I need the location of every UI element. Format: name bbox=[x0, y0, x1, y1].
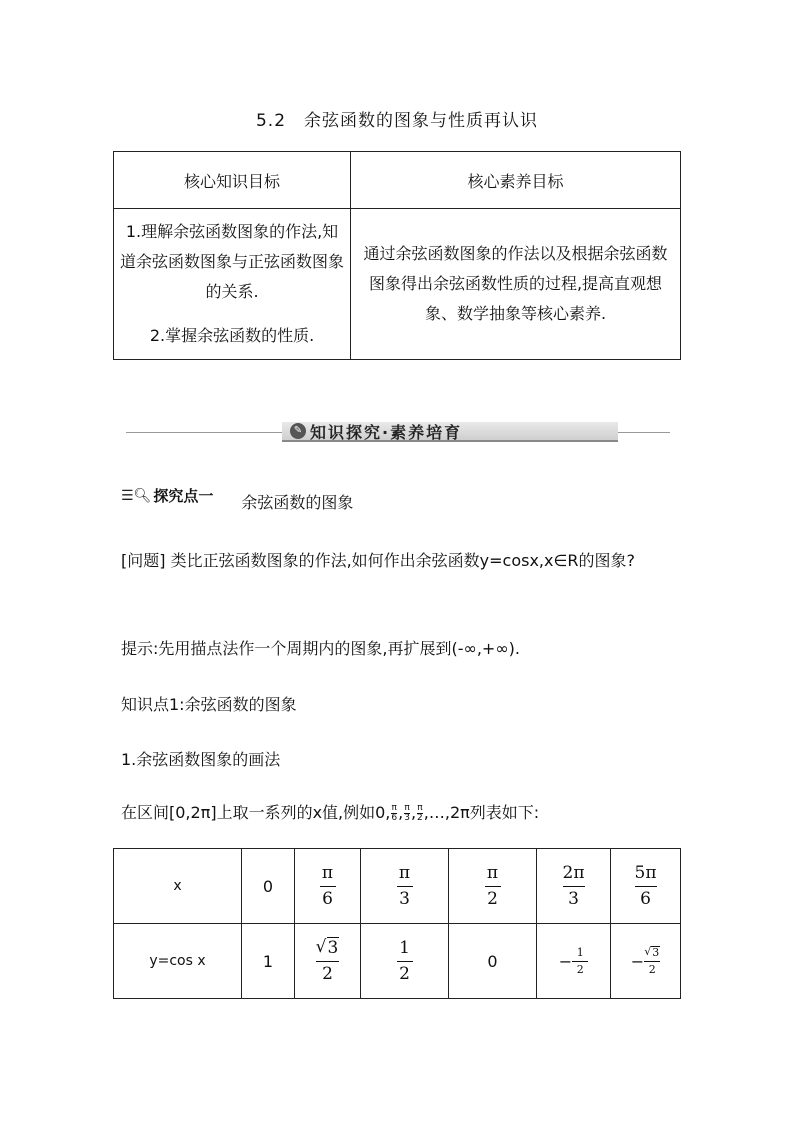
banner-box bbox=[282, 422, 618, 442]
inline-fraction: $\frac{\pi}{6}$ bbox=[391, 803, 398, 823]
hint-paragraph: 提示:先用描点法作一个周期内的图象,再扩展到(-∞,+∞). bbox=[121, 639, 520, 658]
y-value-cell: √ 3 2 bbox=[295, 924, 361, 999]
explore-point-label: 探究点一 bbox=[153, 487, 214, 505]
interval-text-after: ,…,2π列表如下: bbox=[423, 803, 540, 822]
magnifier-icon: ☰🔍︎ bbox=[121, 487, 152, 504]
y-value-cell: − $\frac{1}{2}$ bbox=[537, 924, 611, 999]
explore-point-heading bbox=[121, 484, 354, 512]
cos-values-table bbox=[113, 848, 681, 999]
knowledge-point-heading: 知识点1:余弦函数的图象 bbox=[121, 695, 297, 714]
y-value-cell: − √ 3 2 bbox=[611, 924, 681, 999]
x-value-cell: $\frac{\pi}{3}$ bbox=[361, 849, 449, 924]
question-paragraph: [问题] 类比正弦函数图象的作法,如何作出余弦函数y=cosx,x∈R的图象? bbox=[121, 551, 636, 570]
y-value-cell: 1 bbox=[242, 924, 295, 999]
banner-rule-left bbox=[126, 432, 282, 433]
interval-paragraph: 在区间[0,2π]上取一系列的x值,例如0, $\frac{\pi}{6}$ , $\frac{\pi}{3}$ , $\frac{\pi}{2}$ ,…,2π列表如下: bbox=[121, 803, 540, 823]
literacy-goals-cell: 通过余弦函数图象的作法以及根据余弦函数图象得出余弦函数性质的过程,提高直观想象、数学抽象等核心素养. bbox=[351, 209, 681, 360]
y-row-label: y=cos x bbox=[114, 924, 242, 999]
x-value-cell: $\frac{2\pi}{3}$ bbox=[537, 849, 611, 924]
goals-table bbox=[113, 151, 681, 360]
pen-emblem-icon: ✎ bbox=[290, 423, 306, 439]
interval-text-before: 在区间[0,2π]上取一系列的x值,例如0, bbox=[121, 803, 391, 822]
y-value-cell: $\frac{1}{2}$ bbox=[361, 924, 449, 999]
table-row bbox=[114, 849, 681, 924]
x-value-cell: 0 bbox=[242, 849, 295, 924]
knowledge-goal-2: 2.掌握余弦函数的性质. bbox=[149, 326, 315, 345]
page-title: 5.2 余弦函数的图象与性质再认识 bbox=[255, 111, 539, 131]
x-value-cell: $\frac{\pi}{2}$ bbox=[449, 849, 537, 924]
table-row bbox=[114, 924, 681, 999]
inline-fraction: $\frac{\pi}{2}$ bbox=[417, 803, 423, 823]
x-row-label: x bbox=[114, 849, 242, 924]
explore-point-title: 余弦函数的图象 bbox=[241, 493, 354, 512]
inline-fraction: $\frac{\pi}{3}$ bbox=[404, 803, 410, 823]
x-value-cell: $\frac{\pi}{6}$ bbox=[295, 849, 361, 924]
x-value-cell: $\frac{5\pi}{6}$ bbox=[611, 849, 681, 924]
knowledge-goals-header: 核心知识目标 bbox=[114, 152, 351, 209]
banner-rule-right bbox=[618, 432, 670, 433]
y-value-cell: 0 bbox=[449, 924, 537, 999]
knowledge-goals-cell bbox=[114, 209, 351, 360]
banner-text: 知识探究·素养培育 bbox=[310, 422, 463, 442]
knowledge-goal-1: 1.理解余弦函数图象的作法,知道余弦函数图象与正弦函数图象的关系. bbox=[120, 222, 345, 301]
section-banner bbox=[126, 422, 670, 442]
literacy-goals-header: 核心素养目标 bbox=[351, 152, 681, 209]
method-heading: 1.余弦函数图象的画法 bbox=[121, 750, 281, 769]
